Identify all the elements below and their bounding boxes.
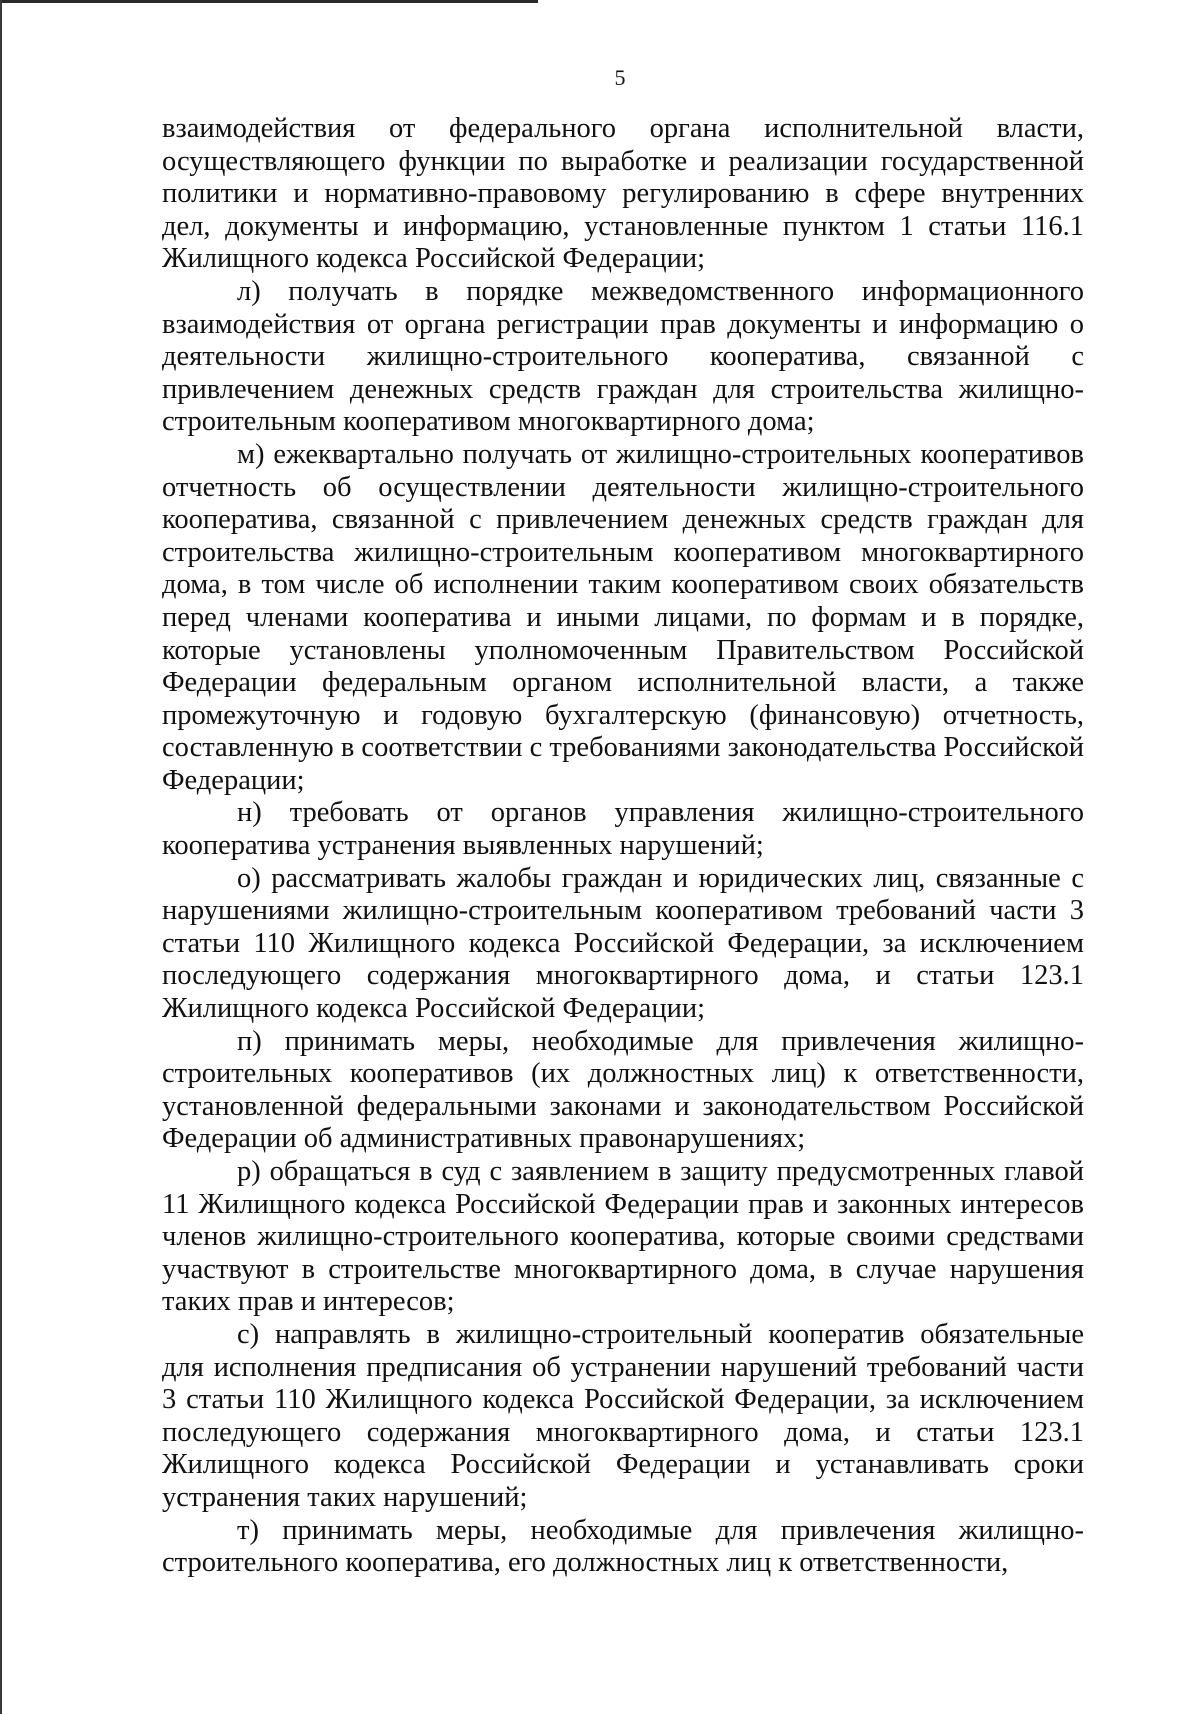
paragraph-continued-k: взаимодействия от федерального органа исполнительной власти, осуществляющего функции по выработке и реализации государственной политики и нормативно-правовому регулированию в сфере внутренних дел, документы и информацию, установленные пунктом 1 статьи 116.1 Жилищного кодекса Российской Федерации; — [162, 113, 1084, 275]
document-body — [162, 113, 1084, 1580]
page-number: 5 — [614, 65, 626, 90]
paragraph-item-s: с) направлять в жилищно-строительный кооператив обязательные для исполнения предписания об устранении нарушений требований части 3 статьи 110 Жилищного кодекса Российской Федерации, за исключением последующего содержания многоквартирного дома, и статьи 123.1 Жилищного кодекса Российской Федерации и устанавливать сроки устранения таких нарушений; — [162, 1318, 1084, 1513]
paragraph-item-o: о) рассматривать жалобы граждан и юридических лиц, связанные с нарушениями жилищно-строительным кооперативом требований части 3 статьи 110 Жилищного кодекса Российской Федерации, за исключением последующего содержания многоквартирного дома, и статьи 123.1 Жилищного кодекса Российской Федерации; — [162, 862, 1084, 1025]
paragraph-item-m: м) ежеквартально получать от жилищно-строительных кооперативов отчетность об осуществлении деятельности жилищно-строительного кооператива, связанной с привлечением денежных средств граждан для строительства жилищно-строительным кооперативом многоквартирного дома, в том числе об исполнении таким кооперативом своих обязательств перед членами кооператива и иными лицами, по формам и в порядке, которые установлены уполномоченным Правительством Российской Федерации федеральным органом исполнительной власти, а также промежуточную и годовую бухгалтерскую (финансовую) отчетность, составленную в соответствии с требованиями законодательства Российской Федерации; — [162, 438, 1084, 796]
scan-edge-top — [0, 0, 538, 3]
paragraph-item-l: л) получать в порядке межведомственного информационного взаимодействия от органа регистрации прав документы и информацию о деятельности жилищно-строительного кооператива, связанной с привлечением денежных средств граждан для строительства жилищно-строительным кооперативом многоквартирного дома; — [162, 275, 1084, 438]
paragraph-item-r: р) обращаться в суд с заявлением в защиту предусмотренных главой 11 Жилищного кодекса Российской Федерации прав и законных интересов членов жилищно-строительного кооператива, которые своими средствами участвуют в строительстве многоквартирного дома, в случае нарушения таких прав и интересов; — [162, 1156, 1084, 1318]
paragraph-item-t: т) принимать меры, необходимые для привлечения жилищно-строительного кооператива, его должностных лиц к ответственности, — [162, 1514, 1084, 1579]
paragraph-item-n: н) требовать от органов управления жилищно-строительного кооператива устранения выявленных нарушений; — [162, 797, 1084, 862]
scan-edge-left — [0, 0, 2, 1714]
paragraph-item-p: п) принимать меры, необходимые для привлечения жилищно-строительных кооперативов (их должностных лиц) к ответственности, установленной федеральными законами и законодательством Российской Федерации об административных правонарушениях; — [162, 1025, 1084, 1155]
